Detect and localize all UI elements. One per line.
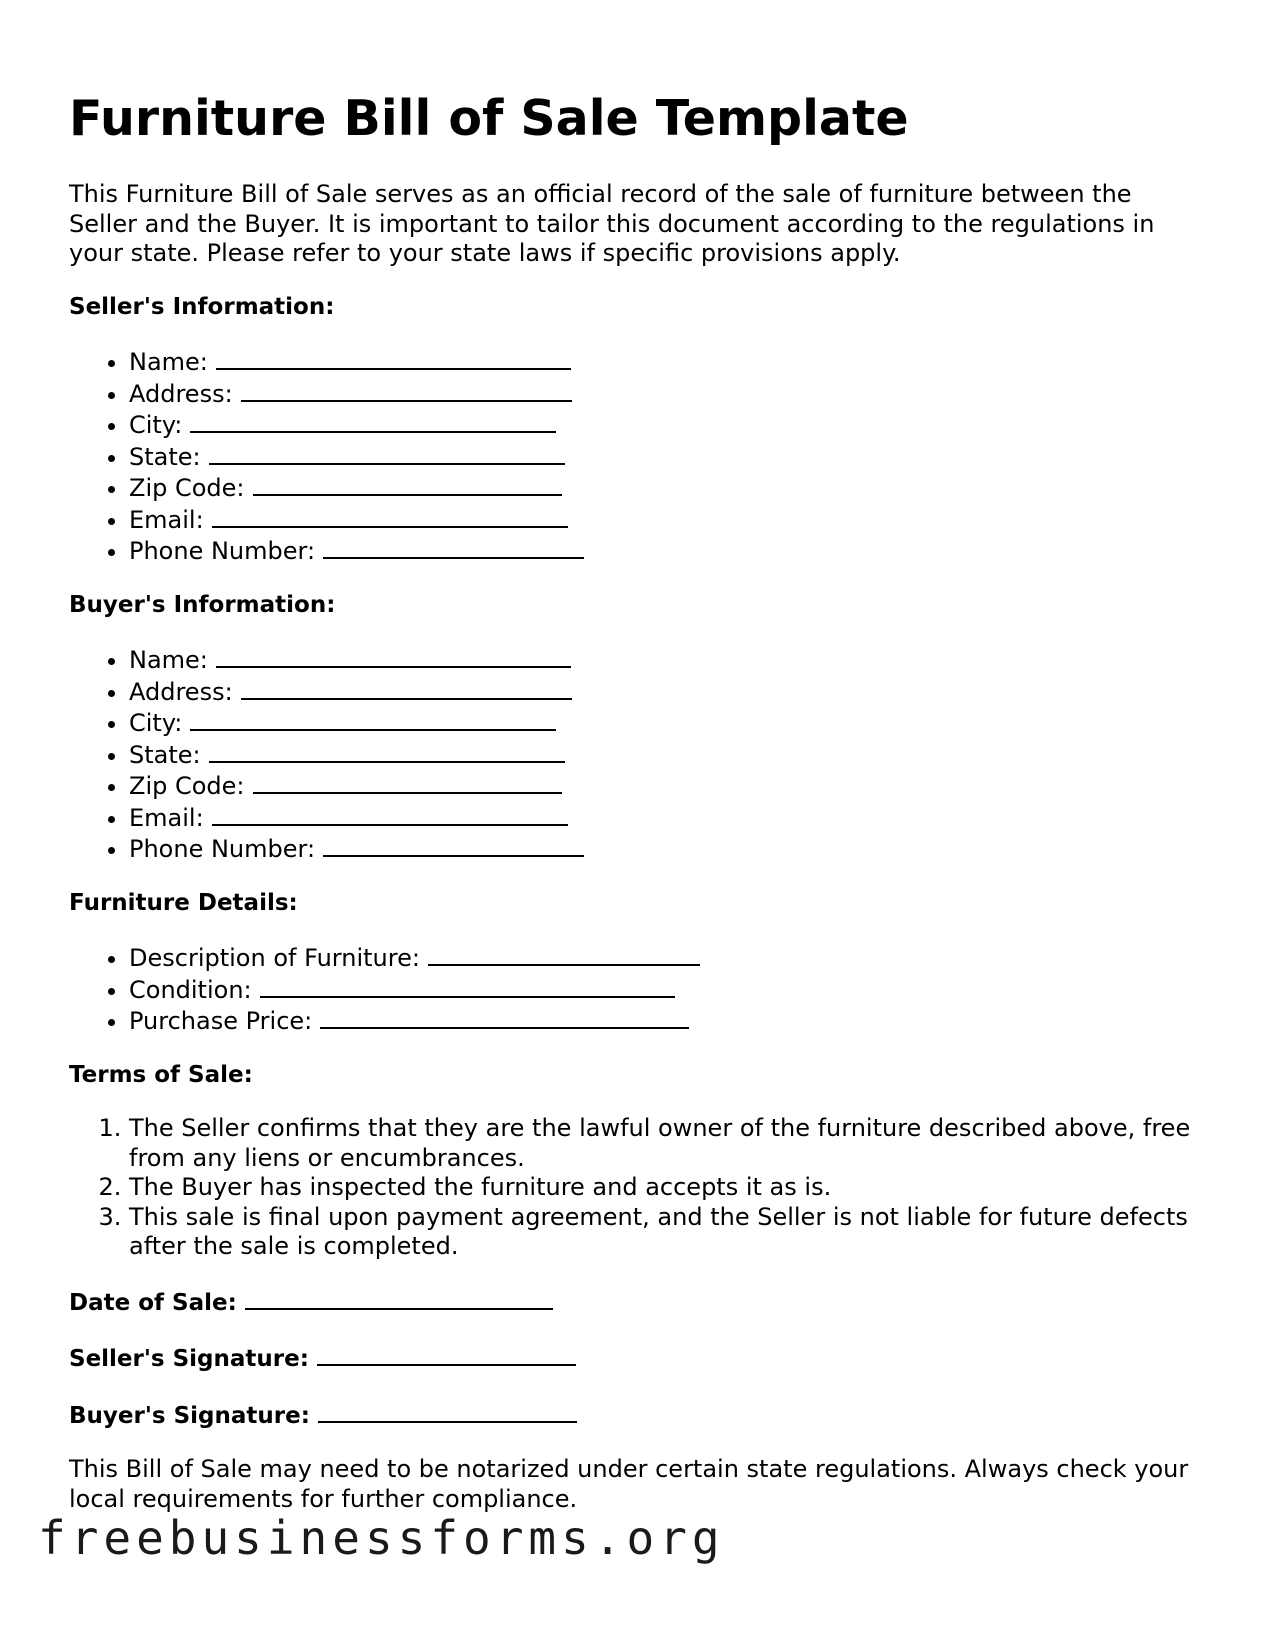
buyer-city-field[interactable]: [190, 707, 556, 731]
seller-info-heading: Seller's Information:: [69, 293, 335, 320]
furniture-description-item: • Description of Furniture:: [129, 942, 1199, 974]
buyer-state-item: • State:: [129, 739, 1199, 771]
seller-state-item: • State:: [129, 441, 1199, 473]
intro-paragraph: This Furniture Bill of Sale serves as an official record of the sale of furniture between the Seller and the Buyer. It is important to tailor this document according to the regulations in your state. Please refer to your state laws if specific provisions apply.: [69, 180, 1155, 267]
seller-email-item: • Email:: [129, 504, 1199, 536]
furniture-condition-field[interactable]: [260, 974, 675, 998]
buyer-info-list: [69, 644, 1199, 865]
terms-heading: Terms of Sale:: [69, 1061, 253, 1088]
buyer-name-field[interactable]: [216, 644, 571, 668]
seller-name-field[interactable]: [216, 346, 571, 370]
seller-city-item: • City:: [129, 409, 1199, 441]
seller-name-item: • Name:: [129, 346, 1199, 378]
seller-email-field[interactable]: [212, 504, 568, 528]
furniture-details-heading: Furniture Details:: [69, 889, 298, 916]
watermark-text: freebusinessforms.org: [38, 1511, 725, 1565]
closing-note: This Bill of Sale may need to be notarized under certain state regulations. Always check your local requirements for further compliance.: [69, 1455, 1189, 1513]
buyer-signature-line: Buyer's Signature:: [69, 1399, 1199, 1432]
document-body: [69, 180, 1199, 1514]
furniture-details-list: [69, 942, 1199, 1037]
buyer-email-item: • Email:: [129, 802, 1199, 834]
buyer-zip-item: • Zip Code:: [129, 770, 1199, 802]
buyer-city-item: • City:: [129, 707, 1199, 739]
seller-info-list: [69, 346, 1199, 567]
buyer-zip-field[interactable]: [253, 770, 562, 794]
terms-list: [69, 1114, 1199, 1262]
document-title: Furniture Bill of Sale Template: [69, 90, 909, 147]
seller-phone-field[interactable]: [323, 535, 584, 559]
buyer-state-field[interactable]: [209, 739, 565, 763]
terms-item: 2. The Buyer has inspected the furniture and accepts it as is.: [129, 1173, 1199, 1203]
seller-state-field[interactable]: [209, 441, 565, 465]
seller-signature-line: Seller's Signature:: [69, 1342, 1199, 1375]
buyer-address-item: • Address:: [129, 676, 1199, 708]
furniture-condition-item: • Condition:: [129, 974, 1199, 1006]
seller-zip-field[interactable]: [253, 472, 562, 496]
terms-item: 3. This sale is final upon payment agreement, and the Seller is not liable for future defects after the sale is completed.: [129, 1203, 1199, 1262]
terms-item: 1. The Seller confirms that they are the lawful owner of the furniture described above, free from any liens or encumbrances.: [129, 1114, 1199, 1173]
buyer-info-heading: Buyer's Information:: [69, 591, 336, 618]
date-of-sale-line: Date of Sale:: [69, 1286, 1199, 1319]
buyer-email-field[interactable]: [212, 802, 568, 826]
furniture-price-field[interactable]: [320, 1005, 689, 1029]
seller-city-field[interactable]: [190, 409, 556, 433]
seller-phone-item: • Phone Number:: [129, 535, 1199, 567]
seller-signature-field[interactable]: [317, 1342, 576, 1366]
buyer-signature-field[interactable]: [318, 1399, 577, 1423]
buyer-phone-item: • Phone Number:: [129, 833, 1199, 865]
buyer-phone-field[interactable]: [323, 833, 584, 857]
buyer-address-field[interactable]: [241, 676, 572, 700]
furniture-description-field[interactable]: [428, 942, 700, 966]
seller-zip-item: • Zip Code:: [129, 472, 1199, 504]
seller-address-item: • Address:: [129, 378, 1199, 410]
seller-address-field[interactable]: [241, 378, 572, 402]
date-of-sale-field[interactable]: [245, 1286, 553, 1310]
buyer-name-item: • Name:: [129, 644, 1199, 676]
furniture-price-item: • Purchase Price:: [129, 1005, 1199, 1037]
